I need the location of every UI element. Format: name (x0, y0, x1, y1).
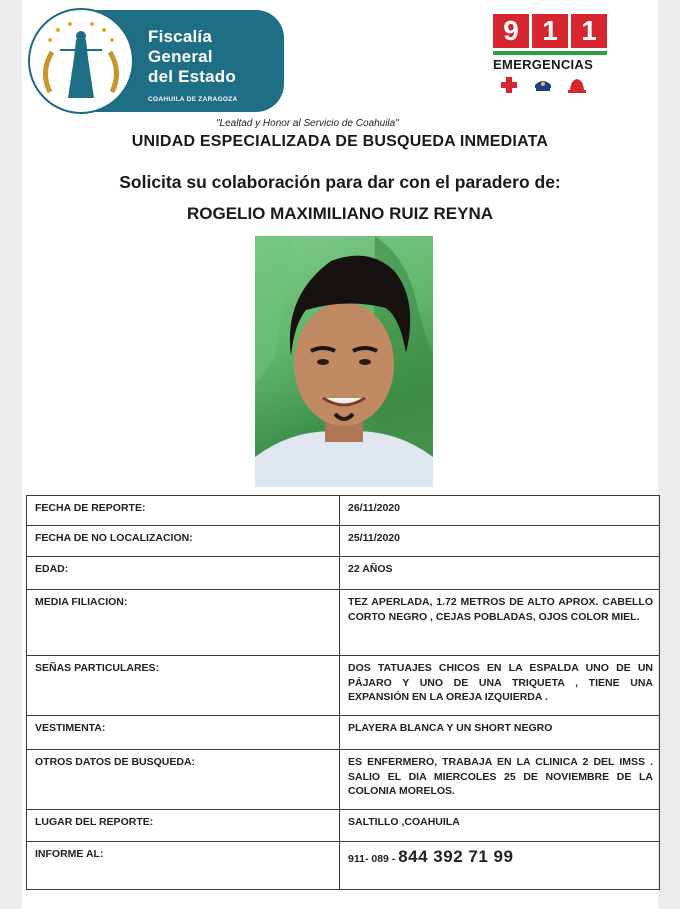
field-value: TEZ APERLADA, 1.72 METROS DE ALTO APROX. CABELLO CORTO NEGRO , CEJAS POBLADAS, OJOS COLOR MIEL. (340, 590, 660, 656)
table-row (27, 496, 660, 526)
field-value: 22 AÑOS (340, 557, 660, 590)
contact-label: INFORME AL: (27, 842, 340, 890)
field-value: 26/11/2020 (340, 496, 660, 526)
field-value: DOS TATUAJES CHICOS EN LA ESPALDA UNO DE UN PÁJARO Y UNO DE UNA TRIQUETA , TIENE UNA EXPANSIÓN EN LA OREJA IZQUIERDA . (340, 656, 660, 716)
table-row (27, 716, 660, 750)
table-row (27, 557, 660, 590)
table-row (27, 526, 660, 557)
motto: "Lealtad y Honor al Servicio de Coahuila" (216, 118, 399, 129)
digit-1a: 1 (532, 14, 568, 48)
field-label: FECHA DE REPORTE: (27, 496, 340, 526)
digit-9: 9 (493, 14, 529, 48)
justice-seal-icon (28, 8, 134, 114)
request-text: Solicita su colaboración para dar con el paradero de: (119, 172, 561, 192)
red-cross-icon (499, 75, 519, 95)
fiscalia-logo (28, 8, 284, 114)
table-row (27, 656, 660, 716)
field-label: LUGAR DEL REPORTE: (27, 810, 340, 842)
phone-short: 911- 089 - (348, 853, 396, 865)
table-row (27, 810, 660, 842)
org-subtitle: COAHUILA DE ZARAGOZA (148, 96, 238, 103)
org-name-line1: Fiscalía (148, 27, 212, 46)
table-row (27, 750, 660, 810)
missing-person-photo (255, 236, 433, 487)
table-row (27, 590, 660, 656)
contact-phones (340, 842, 660, 890)
emergencias-911-logo (493, 14, 611, 104)
phone-main: 844 392 71 99 (398, 847, 514, 866)
field-value: 25/11/2020 (340, 526, 660, 557)
fire-helmet-icon (567, 75, 587, 95)
green-stripe (493, 51, 607, 55)
field-label: FECHA DE NO LOCALIZACION: (27, 526, 340, 557)
field-label: OTROS DATOS DE BUSQUEDA: (27, 750, 340, 810)
field-label: MEDIA FILIACION: (27, 590, 340, 656)
org-name-line3: del Estado (148, 67, 236, 86)
field-value: SALTILLO ,COAHUILA (340, 810, 660, 842)
org-name-line2: General (148, 47, 213, 66)
field-value: ES ENFERMERO, TRABAJA EN LA CLINICA 2 DEL IMSS . SALIO EL DIA MIERCOLES 25 DE NOVIEMBRE DE LA COLONIA MORELOS. (340, 750, 660, 810)
unit-title: UNIDAD ESPECIALIZADA DE BUSQUEDA INMEDIATA (131, 133, 549, 150)
digit-1b: 1 (571, 14, 607, 48)
table-row (27, 842, 660, 890)
missing-person-name: ROGELIO MAXIMILIANO RUIZ REYNA (187, 204, 493, 223)
field-label: VESTIMENTA: (27, 716, 340, 750)
field-value: PLAYERA BLANCA Y UN SHORT NEGRO (340, 716, 660, 750)
police-cap-icon (533, 75, 553, 95)
missing-person-info-table (26, 495, 660, 890)
emergencias-label: EMERGENCIAS (493, 57, 594, 72)
field-label: SEÑAS PARTICULARES: (27, 656, 340, 716)
field-label: EDAD: (27, 557, 340, 590)
